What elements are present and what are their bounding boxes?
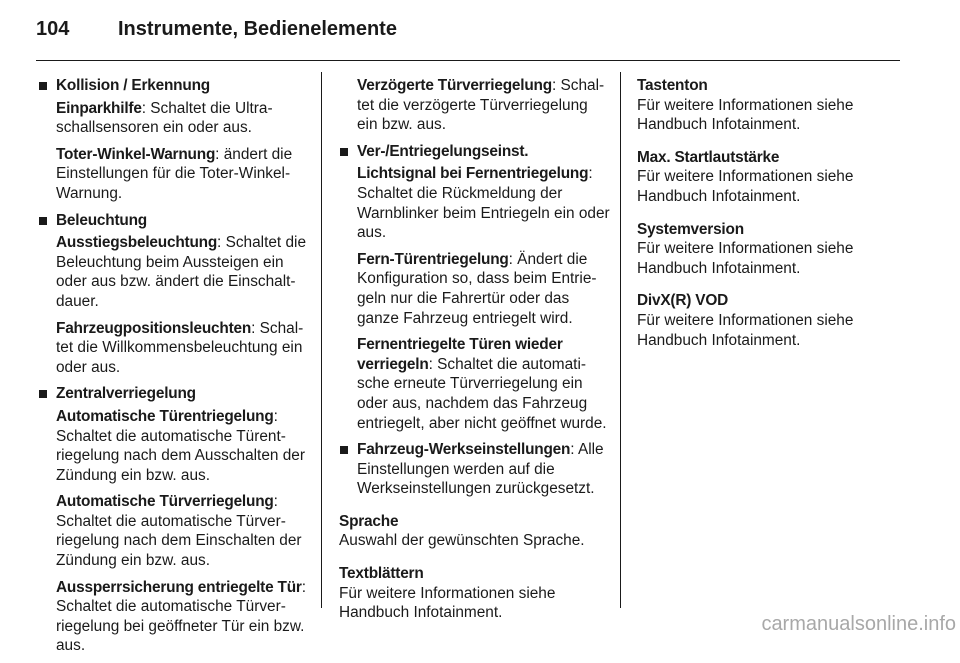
section-text: Für weitere Informationen siehe Handbuch Infotainment. — [637, 96, 854, 134]
column-3 — [637, 76, 917, 363]
bullet-square-icon — [39, 82, 47, 90]
section-title: Tastenton — [637, 77, 708, 94]
section-text: Für weitere Informationen siehe Handbuch Infotainment. — [637, 168, 854, 205]
section-text: Für weitere Informationen siehe Handbuch Infotainment. — [637, 240, 854, 277]
section-title: Sprache — [339, 512, 399, 530]
bullet-item — [38, 384, 310, 404]
bullet-square-icon — [39, 390, 47, 398]
bullet-item — [339, 142, 611, 162]
bullet-heading: Beleuchtung — [56, 211, 148, 229]
column-divider — [620, 72, 621, 608]
setting-entry: Fern-Türentriegelung: Ändert die Konfiguration so, dass beim Entriegeln nur die Fahrertür oder das ganze Fahrzeug entriegelt wird. — [357, 250, 597, 327]
column-divider — [321, 72, 322, 608]
section-systemversion — [637, 220, 917, 279]
section-text: Für weitere Informationen siehe Handbuch Infotainment. — [637, 311, 854, 349]
setting-entry: Verzögerte Türverriegelung: Schaltet die verzögerte Türverriegelung ein bzw. aus. — [357, 77, 605, 134]
bullet-item — [38, 76, 310, 96]
section-title: Textblättern — [339, 565, 424, 583]
page-number: 104 — [36, 18, 70, 40]
bullet-square-icon — [340, 148, 348, 156]
bullet-heading: Ver-/Entriegelungseinst. — [357, 142, 529, 160]
bullet-heading: Fahrzeug-Werkseinstellungen — [357, 441, 571, 459]
setting-entry: Aussperrsicherung entriegelte Tür: Schaltet die automatische Türverriegelung bei geöffneter Tür ein bzw. aus. — [56, 578, 306, 655]
setting-entry: Toter-Winkel-Warnung: ändert die Einstellungen für die Toter-Winkel-Warnung. — [56, 145, 293, 202]
bullet-square-icon — [340, 446, 348, 454]
section-startlautstaerke — [637, 148, 917, 207]
column-2 — [339, 76, 611, 636]
setting-entry: Fernentriegelte Türen wieder verriegeln: Schaltet die automatische erneute Türverriegelung ein oder aus, nachdem das Fahrzeug entriegelt, aber nicht geöffnet wurde. — [357, 336, 607, 432]
setting-entry: Lichtsignal bei Fernentriegelung: Schaltet die Rückmeldung der Warnblinker beim Entriegeln ein oder aus. — [357, 165, 610, 242]
section-title: Systemversion — [637, 220, 744, 238]
setting-entry: Einparkhilfe: Schaltet die Ultraschallsensoren ein oder aus. — [56, 99, 273, 137]
bullet-heading: Zentralverriegelung — [56, 385, 196, 403]
setting-entry: Fahrzeugpositionsleuchten: Schaltet die Willkommensbeleuchtung ein oder aus. — [56, 319, 304, 376]
section-divx — [637, 291, 917, 350]
section-title: Max. Startlautstärke — [637, 148, 780, 166]
section-text: Auswahl der gewünschten Sprache. — [339, 532, 585, 550]
bullet-square-icon — [39, 217, 47, 225]
watermark: carmanualsonline.info — [761, 613, 956, 635]
setting-entry: Ausstiegsbeleuchtung: Schaltet die Beleuchtung beim Aussteigen ein oder aus bzw. ändert die Einschaltdauer. — [56, 234, 307, 310]
section-textblaettern — [339, 564, 611, 623]
bullet-item: Fahrzeug-Werkseinstellungen: Alle Einstellungen werden auf die Werkseinstellungen zurückgesetzt. — [339, 440, 611, 499]
column-1 — [38, 76, 310, 663]
section-tastenton — [637, 76, 917, 135]
section-title: DivX(R) VOD — [637, 292, 729, 310]
page-title: Instrumente, Bedienelemente — [118, 18, 397, 40]
setting-entry: Automatische Türverriegelung: Schaltet die automatische Türverriegelung nach dem Einschalten der Zündung ein bzw. aus. — [56, 493, 302, 570]
bullet-item — [38, 211, 310, 231]
header-rule — [36, 60, 900, 61]
bullet-heading: Kollision / Erkennung — [56, 77, 210, 94]
section-sprache — [339, 512, 611, 551]
setting-entry: Automatische Türentriegelung: Schaltet die automatische Türentriegelung nach dem Ausschalten der Zündung ein bzw. aus. — [56, 407, 305, 484]
section-text: Für weitere Informationen siehe Handbuch Infotainment. — [339, 584, 556, 622]
page-header — [36, 14, 912, 52]
